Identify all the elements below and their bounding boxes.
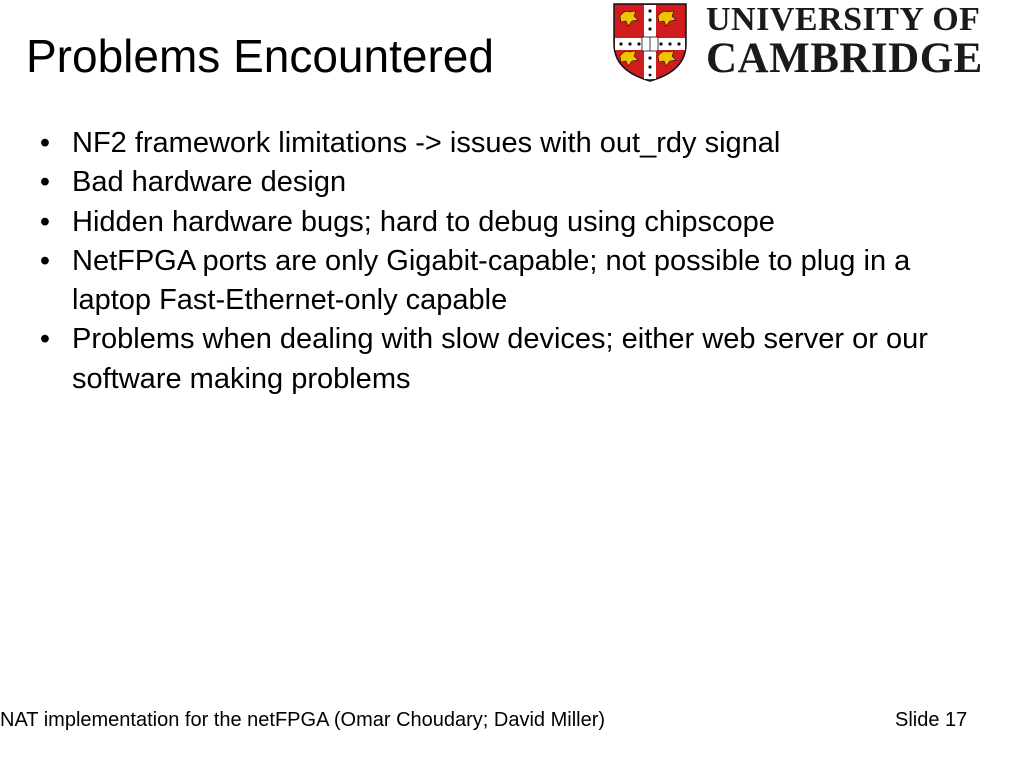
bullet-text: Problems when dealing with slow devices; either web server or our software making problems <box>72 323 928 395</box>
footer-slide-number: Slide 17 <box>895 709 968 731</box>
bullet-item <box>30 163 960 202</box>
cambridge-crest-icon <box>612 2 688 82</box>
bullet-item <box>30 124 960 163</box>
slide-title: Problems Encountered <box>26 30 494 82</box>
bullet-dot-icon: • <box>39 323 51 356</box>
bullet-item <box>30 242 960 321</box>
logo-wordmark <box>706 2 983 80</box>
logo-line-1: UNIVERSITY OF <box>706 1 981 38</box>
logo-line-2: CAMBRIDGE <box>706 35 983 82</box>
bullet-text: NF2 framework limitations -> issues with out_rdy signal <box>72 127 781 159</box>
bullet-text: NetFPGA ports are only Gigabit-capable; not possible to plug in a laptop Fast-Ethernet-only capable <box>72 244 911 317</box>
bullet-dot-icon: • <box>39 127 51 159</box>
bullet-list <box>30 124 960 399</box>
bullet-dot-icon: • <box>39 166 51 199</box>
university-logo <box>612 2 1012 82</box>
bullet-text: Hidden hardware bugs; hard to debug using chipscope <box>72 205 775 238</box>
bullet-dot-icon: • <box>39 244 51 277</box>
bullet-item <box>30 320 960 399</box>
bullet-dot-icon: • <box>39 205 51 238</box>
bullet-item <box>30 203 960 242</box>
footer-presentation-title: NAT implementation for the netFPGA (Omar Choudary; David Miller) <box>0 709 606 731</box>
bullet-text: Bad hardware design <box>72 166 347 199</box>
